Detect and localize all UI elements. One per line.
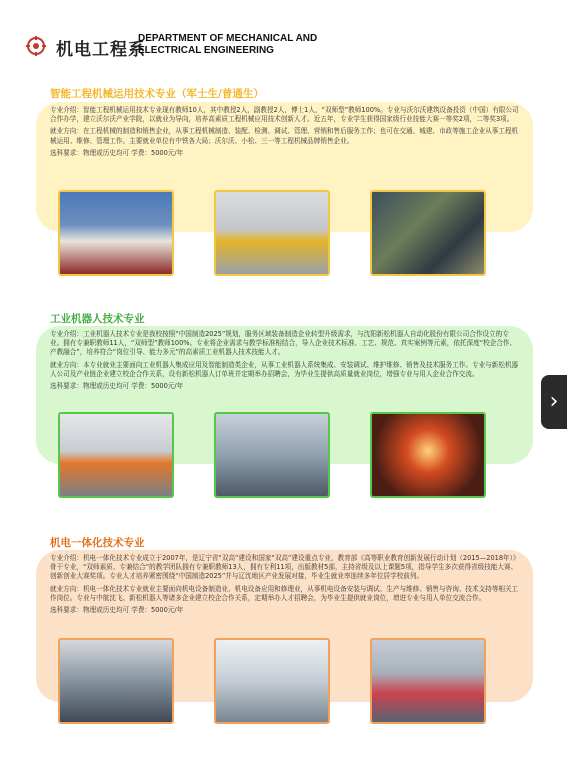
- requirement-paragraph: 选科要求：物理或历史均可 学费：5000元/年: [50, 148, 184, 157]
- intro-paragraph: 专业介绍：工业机器人技术专业是我校按照“中国制造2025”规划，服务区域装备制造企业转型升级需求，与沈阳新松机器人自动化股份有限公司合作设立的专业。拥有专兼职教师11人，“双师型”教师100%。专业将企业需求与教学标准相结合，导入企业技术标准、工艺、规范、真实案例等元素，依托深度“校企合作、产教融合”，培养符合“岗位引导、能力多元”的高素质工业机器人技术技能人才。: [50, 330, 517, 357]
- career-paragraph: 就业方向：在工程机械的制造和销售企业，从事工程机械制造、装配、检测、调试、管理、营销和售后服务工作；也可在交通、城建、市政等施工企业从事工程机械运用、维修、管理工作。主要就业单位有中铁各大局；沃尔沃、小松、三一等工程机械品牌销售企业。: [50, 127, 519, 145]
- photo-training-collage: [370, 190, 486, 276]
- requirement-paragraph: 选科要求：物理或历史均可 学费：5000元/年: [50, 382, 184, 391]
- photo-robot-line: [370, 638, 486, 724]
- section-text-smart-machinery: [50, 106, 520, 161]
- section-title-smart-machinery: 智能工程机械运用技术专业（军士生/普通生）: [50, 88, 264, 100]
- photo-robot-workstations: [214, 412, 330, 498]
- department-title-cn: 机电工程系: [56, 40, 146, 60]
- department-title-en: [138, 33, 398, 57]
- intro-paragraph: 专业介绍：机电一体化技术专业成立于2007年，是辽宁省“双高”建设和国家“双高”建设重点专业，教育部《高等职业教育创新发展行动计划（2015—2018年）》骨干专业，“双师素质、专兼结合”的教学团队拥有专兼职教师13人，拥有专利11项，出版教材5部，主持省级及以上课题5项，指导学生多次获得省级技能大赛、创新创业大赛奖项。专业人才培养紧密围绕“中国制造2025”并与辽沈地区产业发展对接，毕业生就业率连续多年位居学校前列。: [50, 554, 520, 581]
- photo-robot-welding: [370, 412, 486, 498]
- requirement-paragraph: 选科要求：物理或历史均可 学费：5000元/年: [50, 606, 184, 615]
- photo-electrical-lab: [58, 638, 174, 724]
- intro-paragraph: 专业介绍：智能工程机械运用技术专业现有教师10人，其中教授2人，副教授2人，博士1人，“双师型”教师100%。专业与沃尔沃建筑设备投资（中国）有限公司合作办学，建立沃尔沃产业学院，以就业为导向，培养高素质工程机械应用技术创新人才。近五年，专业学生获得国家级行业技能大赛一等奖2项，二等奖3项。: [50, 106, 519, 124]
- section-title-mechatronics: 机电一体化技术专业: [50, 537, 145, 549]
- section-title-industrial-robot: 工业机器人技术专业: [50, 313, 145, 325]
- chevron-right-icon: ›: [549, 389, 559, 414]
- photo-machinery-lab: [214, 190, 330, 276]
- section-text-mechatronics: [50, 554, 520, 618]
- photo-robot-arm: [58, 412, 174, 498]
- department-title-en-line1: DEPARTMENT OF MECHANICAL AND: [138, 33, 318, 44]
- career-paragraph: 就业方向：本专业就业主要面向工业机器人集成应用及智能制造类企业，从事工业机器人系统集成、安装调试、维护维修、销售及技术服务工作。专业与新松机器人公司及产业链企业建立校企合作关系，设有新松机器人订单班并定期举办招聘会，为毕业生提供高质量就业岗位，增强专业与用人企业合作交流。: [50, 360, 519, 378]
- page-header: [20, 30, 540, 66]
- photo-training-stations: [214, 638, 330, 724]
- department-title-en-line2: ELECTRICAL ENGINEERING: [138, 45, 274, 56]
- next-page-button[interactable]: [541, 375, 567, 429]
- career-paragraph: 就业方向：机电一体化技术专业就业主要面向机电设备制造业、机电设备应用和修理业，从事机电设备安装与调试、生产与维修、销售与咨询、技术支持等相关工作岗位。专业与中航沈飞、新松机器人等诸多企业建立校企合作关系，定期举办人才招聘会，为毕业生提供就业岗位，增进专业与用人单位交流合作。: [50, 584, 519, 602]
- department-logo-icon: [26, 36, 46, 56]
- section-text-industrial-robot: [50, 330, 520, 394]
- photo-ceremony: [58, 190, 174, 276]
